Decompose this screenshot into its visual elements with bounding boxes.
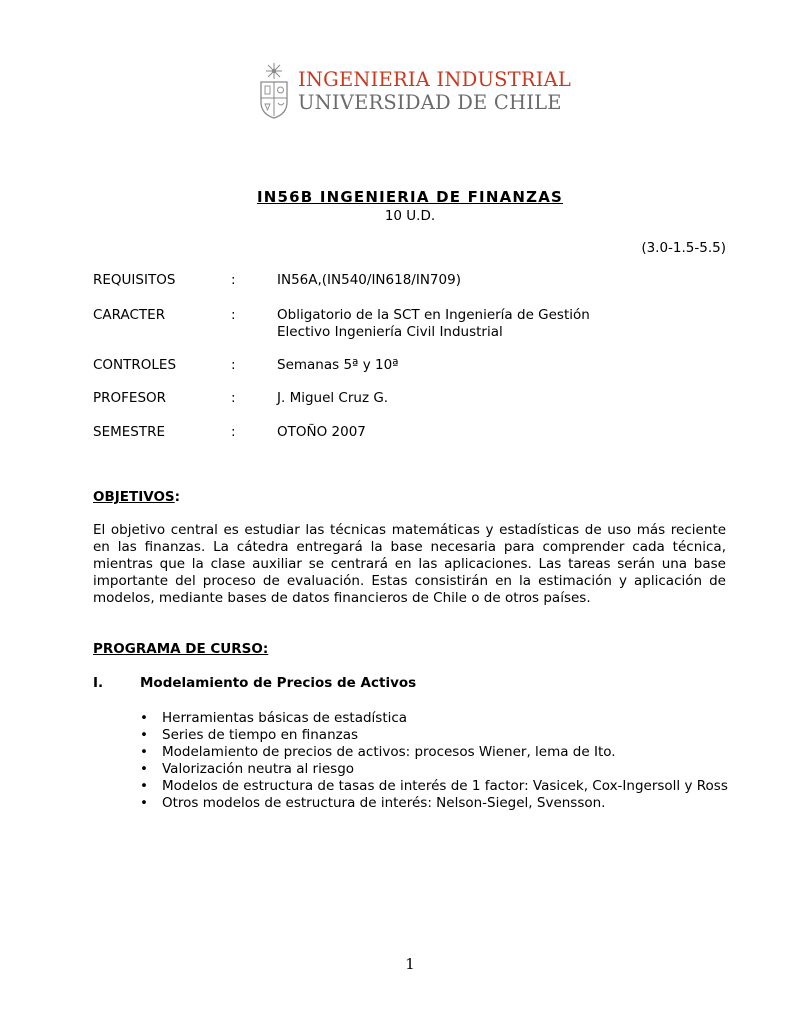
objectives-heading-text: OBJETIVOS [93, 489, 175, 505]
meta-colon: : [231, 424, 236, 440]
meta-value-line: J. Miguel Cruz G. [277, 390, 389, 406]
meta-value-line: Obligatorio de la SCT en Ingeniería de Gestión [277, 307, 590, 323]
objectives-heading-colon: : [174, 489, 181, 505]
course-title: IN56B INGENIERIA DE FINANZAS [256, 188, 564, 206]
logo-title-line1: INGENIERIA INDUSTRIAL [298, 68, 572, 91]
course-units: 10 U.D. [384, 208, 436, 224]
list-item-text: Series de tiempo en finanzas [162, 727, 359, 743]
list-item [140, 778, 730, 795]
section-numeral: I. [93, 675, 104, 691]
meta-value-semestre [277, 424, 366, 441]
meta-value-line: IN56A,(IN540/IN618/IN709) [277, 272, 461, 288]
meta-colon: : [231, 307, 236, 323]
list-item-text: Modelos de estructura de tasas de interés de 1 factor: Vasicek, Cox-Ingersoll y Ross [162, 778, 728, 794]
meta-label-semestre: SEMESTRE [93, 424, 166, 440]
meta-value-line: OTOÑO 2007 [277, 424, 366, 440]
meta-value-requisitos [277, 272, 461, 289]
meta-colon: : [231, 390, 236, 406]
meta-value-caracter [277, 307, 590, 341]
topics-list [140, 710, 730, 812]
header-logo [258, 60, 572, 122]
meta-label-requisitos: REQUISITOS [93, 272, 176, 288]
meta-label-profesor: PROFESOR [93, 390, 167, 406]
meta-label-controles: CONTROLES [93, 357, 177, 373]
meta-label-caracter: CARACTER [93, 307, 166, 323]
objectives-paragraph: El objetivo central es estudiar las técnicas matemáticas y estadísticas de uso más reciente en las finanzas. La cátedra entregará la base necesaria para comprender cada técnica, mientras que la clase auxiliar se centrará en las aplicaciones. Las tareas serán una base importante del proceso de evaluación. Estas consistirán en la estimación y aplicación de modelos, mediante bases de datos financieros de Chile o de otros países. [93, 522, 726, 606]
bullet-icon: • [140, 710, 148, 726]
bullet-icon: • [140, 744, 148, 760]
bullet-icon: • [140, 727, 148, 743]
list-item [140, 795, 730, 812]
bullet-icon: • [140, 761, 148, 777]
meta-value-controles [277, 357, 399, 374]
objectives-heading [93, 489, 180, 505]
list-item [140, 710, 730, 727]
program-heading: PROGRAMA DE CURSO: [93, 641, 269, 657]
list-item [140, 744, 730, 761]
bullet-icon: • [140, 778, 148, 794]
section-title: Modelamiento de Precios de Activos [140, 675, 417, 691]
meta-colon: : [231, 272, 236, 288]
list-item-text: Otros modelos de estructura de interés: Nelson-Siegel, Svensson. [162, 795, 606, 811]
meta-value-line: Electivo Ingeniería Civil Industrial [277, 324, 503, 340]
page-number: 1 [405, 955, 415, 973]
list-item-text: Modelamiento de precios de activos: procesos Wiener, lema de Ito. [162, 744, 616, 760]
list-item [140, 727, 730, 744]
list-item [140, 761, 730, 778]
list-item-text: Herramientas básicas de estadística [162, 710, 408, 726]
meta-value-line: Semanas 5ª y 10ª [277, 357, 399, 373]
university-crest-icon [258, 60, 290, 120]
meta-value-profesor [277, 390, 388, 407]
course-hours: (3.0-1.5-5.5) [641, 240, 726, 256]
bullet-icon: • [140, 795, 148, 811]
list-item-text: Valorización neutra al riesgo [162, 761, 355, 777]
logo-title-line2: UNIVERSIDAD DE CHILE [298, 91, 562, 114]
meta-colon: : [231, 357, 236, 373]
